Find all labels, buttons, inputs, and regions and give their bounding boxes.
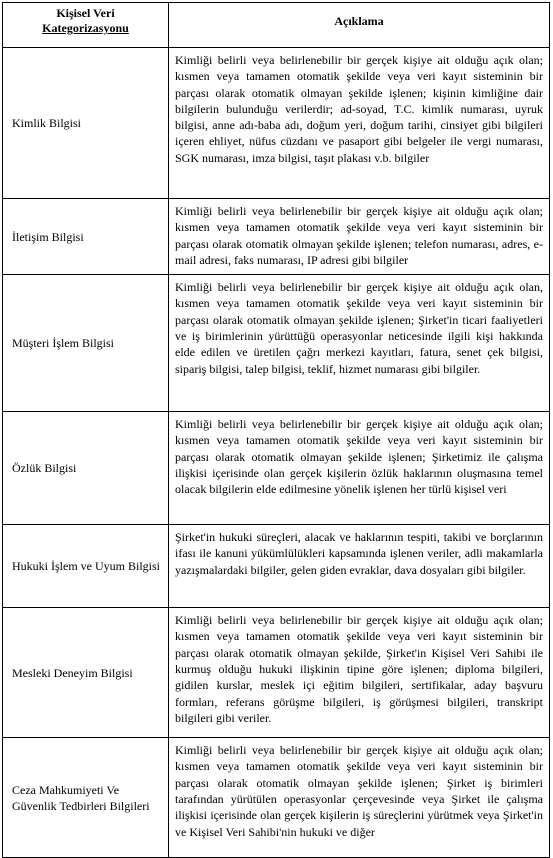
header-category: [3, 3, 169, 48]
description-cell: Kimliği belirli veya belirlenebilir bir gerçek kişiye ait olduğu açık olan; kısmen veya tamamen otomatik şekilde veya veri kayıt sisteminin bir parçası olarak otomatik olmayan şekilde işlenen; Şirketimiz ile çalışma ilişkisi içerisinde olan gerçek kişilerin özlük haklarının oluşmasına temel olacak bilgilerin elde edilmesine yönelik işlenen her türlü kişisel veri: [169, 412, 550, 525]
category-cell: Özlük Bilgisi: [3, 412, 169, 525]
category-cell: Kimlik Bilgisi: [3, 48, 169, 199]
personal-data-category-table: [2, 2, 550, 858]
category-cell: İletişim Bilgisi: [3, 199, 169, 275]
table-row: [3, 412, 550, 525]
header-category-line2: Kategorizasyonu: [42, 21, 129, 35]
description-cell: Kimliği belirli veya belirlenebilir bir gerçek kişiye ait olduğu açık olan; kısmen veya tamamen otomatik şekilde veya veri kayıt sisteminin bir parçası olarak otomatik olmayan şekilde işlenen; kişinin kimliğine dair bilgilerin bulunduğu verilerdir; ad-soyad, T.C. kimlik numarası, uyruk bilgisi, anne adı-baba adı, doğum yeri, doğum tarihi, cinsiyet gibi bilgileri içeren ehliyet, nüfus cüzdanı ve pasaport gibi belgeler ile vergi numarası, SGK numarası, imza bilgisi, taşıt plakası v.b. bilgiler: [169, 48, 550, 199]
category-cell: Mesleki Deneyim Bilgisi: [3, 608, 169, 738]
table-header-row: [3, 3, 550, 48]
table-row: [3, 199, 550, 275]
description-cell: Kimliği belirli veya belirlenebilir bir gerçek kişiye ait olduğu açık olan; kısmen veya tamamen otomatik şekilde veya veri kayıt sisteminin bir parçası olarak otomatik olmayan şekilde, Şirket'in Kişisel Veri Sahibi ile kurmuş olduğu hukuki ilişkinin tipine göre işlenen; diploma bilgileri, gidilen kurslar, meslek içi eğitim bilgileri, sertifikalar, aday başvuru formları, referans görüşme bilgileri, iş görüşmesi bilgileri, transkript bilgileri gibi veriler.: [169, 608, 550, 738]
category-cell: Müşteri İşlem Bilgisi: [3, 275, 169, 412]
header-description: Açıklama: [169, 3, 550, 48]
description-cell: Şirket'in hukuki süreçleri, alacak ve haklarının tespiti, takibi ve borçlarının ifası ile kanuni yükümlülükleri kapsamında işlenen veriler, adli makamlarla yazışmalardaki bilgiler, gelen giden evraklar, dava dosyaları gibi bilgiler.: [169, 525, 550, 608]
table-row: [3, 525, 550, 608]
description-cell: Kimliği belirli veya belirlenebilir bir gerçek kişiye ait olduğu açık olan; kısmen veya tamamen otomatik şekilde veya veri kayıt sisteminin bir parçası olarak otomatik olmayan şekilde işlenen; Şirket iş birimleri tarafından yürütülen operasyonlar çerçevesinde veya Şirket ile çalışma ilişkisi içerisinde olan gerçek kişilerin iş süreçlerini yürütmek veya Şirket'in ve Kişisel Veri Sahibi'nin hukuki ve diğer: [169, 738, 550, 858]
header-category-line1: Kişisel Veri: [56, 6, 115, 20]
description-cell: Kimliği belirli veya belirlenebilir bir gerçek kişiye ait olduğu açık olan; kısmen veya tamamen otomatik şekilde veya veri kayıt sisteminin bir parçası olarak otomatik olmayan şekilde işlenen; telefon numarası, adres, e-mail adresi, faks numarası, IP adresi gibi bilgiler: [169, 199, 550, 275]
table-row: [3, 608, 550, 738]
description-cell: Kimliği belirli veya belirlenebilir bir gerçek kişiye ait olduğu açık olan, kısmen veya tamamen otomatik şekilde veya veri kayıt sisteminin bir parçası olarak otomatik olmayan şekilde işlenen; Şirket'in ticari faaliyetleri ve iş birimlerinin yürüttüğü operasyonlar neticesinde ilgili kişi hakkında elde edilen ve üretilen çağrı merkezi kayıtları, fatura, senet çek bilgisi, sipariş bilgisi, talep bilgisi, teklif, hizmet numarası gibi bilgiler.: [169, 275, 550, 412]
table-row: [3, 275, 550, 412]
table-row: [3, 738, 550, 858]
category-cell: Hukuki İşlem ve Uyum Bilgisi: [3, 525, 169, 608]
category-cell: Ceza Mahkumiyeti Ve Güvenlik Tedbirleri Bilgileri: [3, 738, 169, 858]
table-row: [3, 48, 550, 199]
